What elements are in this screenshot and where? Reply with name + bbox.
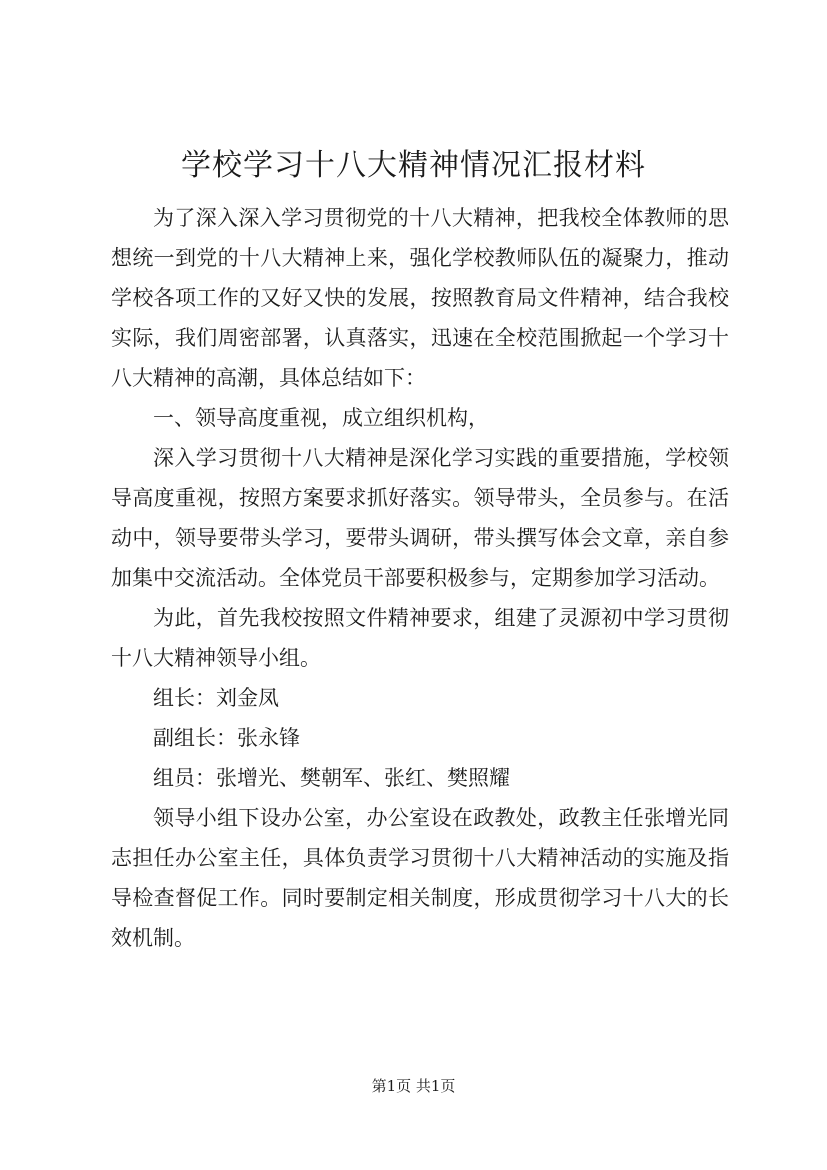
group-leader: 组长：刘金凤: [153, 686, 279, 710]
group-members: 组员：张增光、樊朝军、张红、樊照耀: [153, 766, 510, 790]
document-title: 学校学习十八大精神情况汇报材料: [181, 148, 646, 183]
paragraph-intro: 为了深入深入学习贯彻党的十八大精神，把我校全体教师的思想统一到党的十八大精神上来，强化学校教师队伍的凝聚力，推动学校各项工作的又好又快的发展，按照教育局文件精神，结合我校实际，我们周密部署，认真落实，迅速在全校范围掀起一个学习十八大精神的高潮，具体总结如下：: [111, 206, 729, 390]
page-footer: 第1页 共1页: [371, 1077, 456, 1095]
paragraph-group-formation: 为此，首先我校按照文件精神要求，组建了灵源初中学习贯彻十八大精神领导小组。: [111, 606, 729, 670]
document-body: [111, 198, 729, 958]
group-deputy-leader: 副组长：张永锋: [153, 726, 300, 750]
paragraph-leadership: 深入学习贯彻十八大精神是深化学习实践的重要措施，学校领导高度重视，按照方案要求抓好落实。领导带头，全员参与。在活动中，领导要带头学习，要带头调研，带头撰写体会文章，亲自参加集中交流活动。全体党员干部要积极参与，定期参加学习活动。: [111, 446, 729, 590]
paragraph-office: 领导小组下设办公室，办公室设在政教处，政教主任张增光同志担任办公室主任，具体负责学习贯彻十八大精神活动的实施及指导检查督促工作。同时要制定相关制度，形成贯彻学习十八大的长效机制。: [111, 806, 729, 950]
section-heading-1: 一、领导高度重视，成立组织机构，: [153, 406, 489, 430]
